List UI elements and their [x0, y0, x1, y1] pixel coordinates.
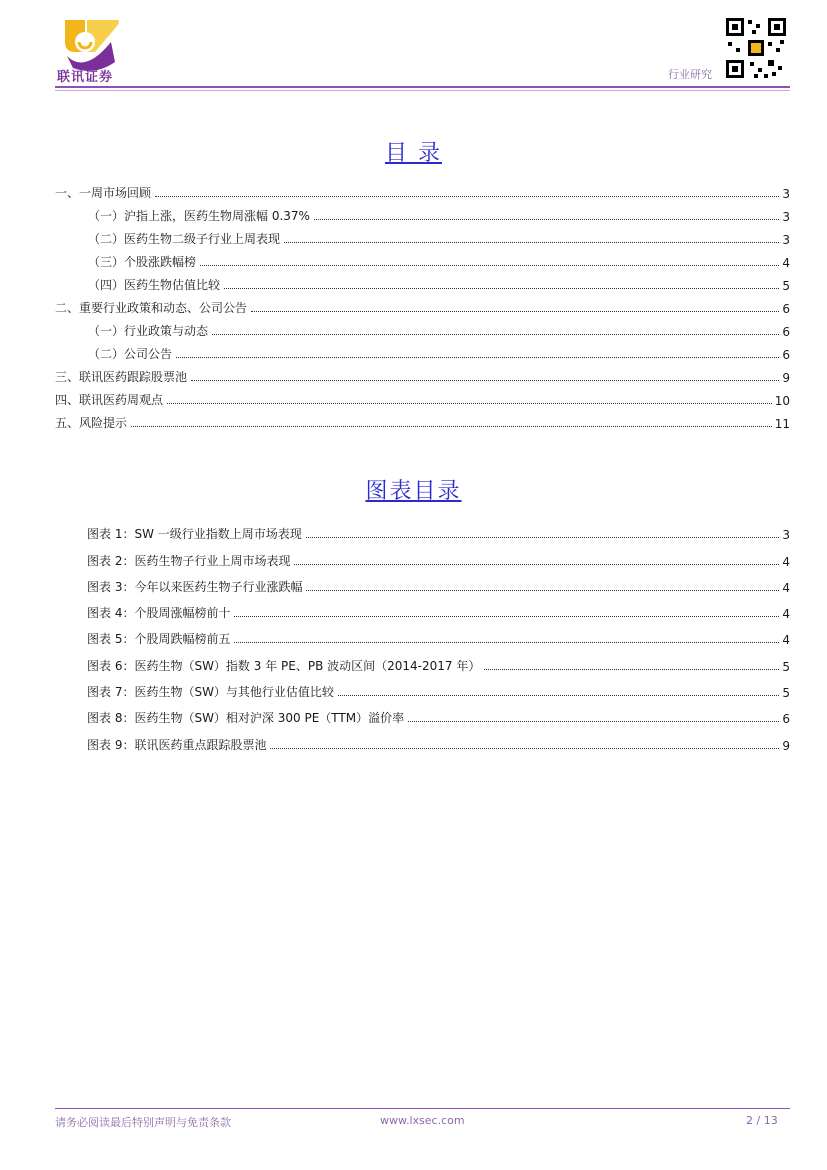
- report-type: 行业研究: [668, 68, 712, 81]
- figure-item[interactable]: 图表 5：个股周跌幅榜前五 4: [87, 632, 790, 648]
- toc-list: [55, 178, 790, 431]
- toc-item[interactable]: 四、联讯医药周观点 10: [55, 393, 790, 408]
- figure-item[interactable]: 图表 7：医药生物（SW）与其他行业估值比较 5: [87, 685, 790, 701]
- toc-item[interactable]: （二）公司公告 6: [88, 347, 790, 362]
- toc-item[interactable]: （四）医药生物估值比较 5: [88, 278, 790, 293]
- footer-divider: [55, 1108, 790, 1109]
- figure-list: [87, 516, 790, 753]
- figure-item[interactable]: 图表 8：医药生物（SW）相对沪深 300 PE（TTM）溢价率 6: [87, 711, 790, 727]
- figure-item[interactable]: 图表 3：今年以来医药生物子行业涨跌幅 4: [87, 579, 790, 595]
- toc-item[interactable]: （二）医药生物二级子行业上周表现 3: [88, 232, 790, 247]
- figure-item[interactable]: 图表 9：联讯医药重点跟踪股票池 9: [87, 737, 790, 753]
- qr-code-icon: [724, 16, 788, 80]
- figure-item[interactable]: 图表 6：医药生物（SW）指数 3 年 PE、PB 波动区间（2014-2017 年） 5: [87, 658, 790, 674]
- figure-item[interactable]: 图表 4：个股周涨幅榜前十 4: [87, 606, 790, 622]
- company-name: 联讯证券: [57, 70, 114, 85]
- footer-website[interactable]: www.lxsec.com: [380, 1114, 465, 1127]
- page-header: [0, 0, 827, 95]
- toc-item[interactable]: 一、一周市场回顾 3: [55, 186, 790, 201]
- figure-item[interactable]: 图表 2：医药生物子行业上周市场表现 4: [87, 553, 790, 569]
- header-divider-thin: [55, 90, 790, 91]
- toc-item[interactable]: （一）沪指上涨，医药生物周涨幅 0.37% 3: [88, 209, 790, 224]
- toc-item[interactable]: 二、重要行业政策和动态、公司公告 6: [55, 301, 790, 316]
- page-number: 2 / 13: [746, 1114, 778, 1127]
- footer-disclaimer: 请务必阅读最后特别声明与免责条款: [55, 1116, 231, 1129]
- toc-item[interactable]: 五、风险提示 11: [55, 416, 790, 431]
- toc-item[interactable]: （三）个股涨跌幅榜 4: [88, 255, 790, 270]
- figure-item[interactable]: 图表 1：SW 一级行业指数上周市场表现 3: [87, 527, 790, 543]
- toc-item[interactable]: 三、联讯医药跟踪股票池 9: [55, 370, 790, 385]
- header-divider: [55, 86, 790, 88]
- toc-item[interactable]: （一）行业政策与动态 6: [88, 324, 790, 339]
- figure-list-title: 图表目录: [365, 479, 462, 504]
- toc-title: 目 录: [385, 141, 442, 166]
